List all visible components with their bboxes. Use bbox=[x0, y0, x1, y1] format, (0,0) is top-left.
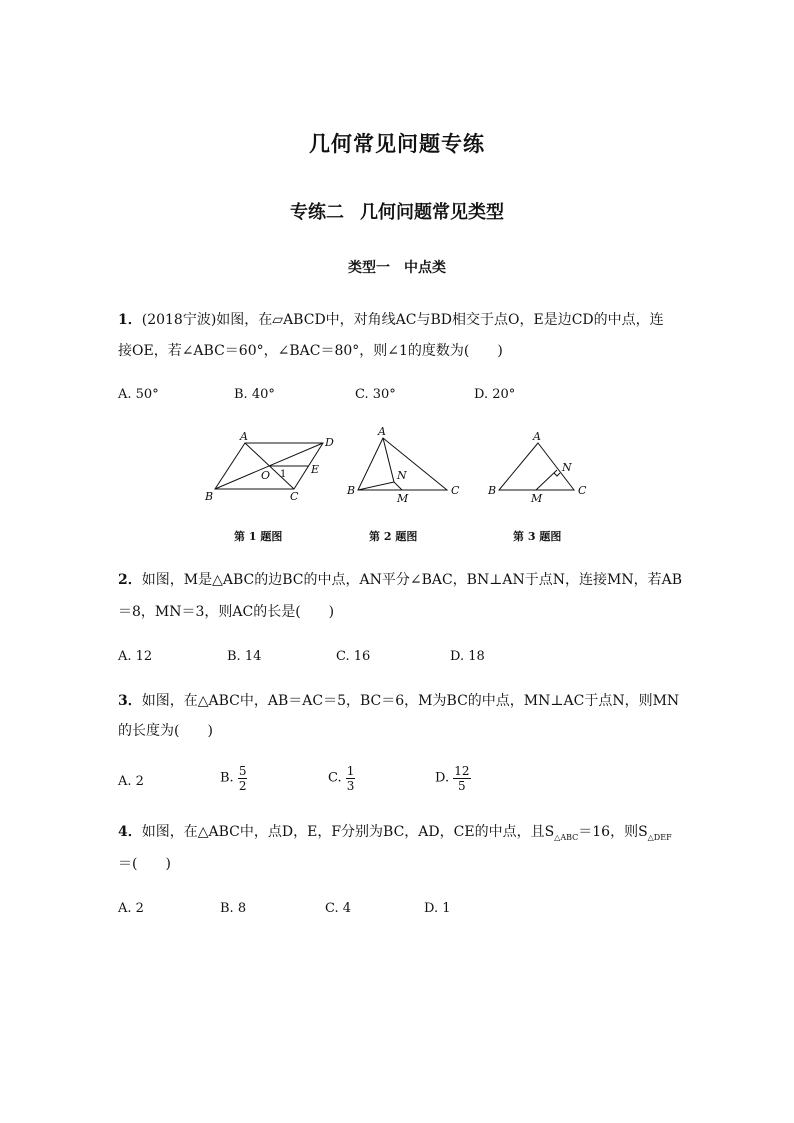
fig1-label-b: B bbox=[205, 490, 214, 503]
q2-option-c: C. 16 bbox=[336, 649, 371, 664]
section-part-b: 中点类 bbox=[404, 260, 446, 276]
fig1-label-a: A bbox=[240, 430, 248, 443]
figure-3-caption: 第 3 题图 bbox=[513, 530, 562, 543]
q3-option-b-numerator: 5 bbox=[238, 764, 247, 778]
q3-option-b-label: B. bbox=[220, 770, 234, 786]
q2-option-b: B. 14 bbox=[227, 649, 262, 664]
q2-number: 2． bbox=[118, 572, 142, 588]
fig1-label-d: D bbox=[325, 436, 334, 449]
q2-option-a: A. 12 bbox=[118, 649, 153, 664]
page-title: 几何常见问题专练 bbox=[309, 131, 485, 156]
q2-option-d: D. 18 bbox=[450, 649, 485, 664]
fig2-label-n: N bbox=[397, 469, 407, 482]
q3-option-b bbox=[220, 764, 247, 793]
q4-option-b: B. 8 bbox=[220, 901, 247, 916]
fig3-label-b: B bbox=[488, 484, 497, 497]
q1-text-1: (2018宁波)如图，在▱ABCD中，对角线AC与BD相交于点O，E是边CD的中点，连 bbox=[141, 312, 664, 328]
section-heading bbox=[0, 257, 794, 277]
q4-subscript-def: △DEF bbox=[647, 832, 672, 842]
figure-1-caption: 第 1 题图 bbox=[234, 530, 283, 543]
q3-option-b-fraction bbox=[238, 764, 248, 793]
q2-line-2: ＝8，MN＝3，则AC的长是( ) bbox=[118, 604, 335, 620]
fig2-label-b: B bbox=[347, 484, 356, 497]
q3-option-d-fraction bbox=[453, 764, 470, 793]
section-part-a: 类型一 bbox=[348, 260, 390, 276]
subtitle-part-a: 专练二 bbox=[290, 202, 344, 223]
q1-line-1 bbox=[118, 311, 688, 329]
q3-option-d bbox=[435, 764, 471, 793]
q4-number: 4． bbox=[118, 824, 142, 840]
figures-svg bbox=[0, 420, 794, 520]
q3-option-c-denominator: 3 bbox=[346, 779, 355, 793]
subtitle-part-b: 几何问题常见类型 bbox=[360, 202, 504, 223]
fig3-label-a: A bbox=[533, 430, 541, 443]
q3-option-b-denominator: 2 bbox=[238, 779, 247, 793]
fig3-label-n: N bbox=[562, 461, 572, 474]
q1-option-d: D. 20° bbox=[474, 387, 516, 402]
segment-mn-3 bbox=[536, 470, 557, 490]
q3-option-c-numerator: 1 bbox=[346, 764, 355, 778]
q3-option-c-fraction bbox=[346, 764, 356, 793]
segment-mn-2 bbox=[394, 482, 402, 490]
segment-bn bbox=[358, 482, 394, 490]
q1-option-b: B. 40° bbox=[234, 387, 275, 402]
triangle-abc-2 bbox=[358, 438, 447, 490]
q3-line-2: 的长度为( ) bbox=[118, 723, 213, 739]
figure-2-caption: 第 2 题图 bbox=[369, 530, 418, 543]
q2-line-1 bbox=[118, 571, 688, 589]
q1-number: 1． bbox=[118, 312, 142, 328]
q4-subscript-abc: △ABC bbox=[554, 832, 579, 842]
q3-option-d-numerator: 12 bbox=[454, 764, 470, 778]
q4-text-1b: ＝16，则S bbox=[578, 824, 648, 840]
q3-number: 3． bbox=[118, 693, 142, 709]
q4-option-d: D. 1 bbox=[424, 901, 451, 916]
q3-option-a: A. 2 bbox=[118, 774, 144, 789]
right-angle-mark bbox=[554, 473, 560, 476]
fig2-label-c: C bbox=[451, 484, 460, 497]
figure-2 bbox=[358, 438, 447, 490]
q4-line-2: ＝( ) bbox=[118, 856, 171, 872]
figure-1 bbox=[215, 443, 323, 489]
q3-option-d-denominator: 5 bbox=[458, 779, 466, 793]
fig3-label-m: M bbox=[531, 492, 543, 505]
q4-option-c: C. 4 bbox=[325, 901, 352, 916]
fig1-label-o: O bbox=[261, 469, 271, 482]
fig3-label-c: C bbox=[578, 484, 587, 497]
fig2-label-a: A bbox=[378, 425, 386, 438]
fig1-angle-label: 1 bbox=[280, 469, 287, 480]
q4-text-1a: 如图，在△ABC中，点D，E，F分别为BC，AD，CE的中点，且S bbox=[141, 824, 555, 840]
q1-line-2: 接OE，若∠ABC＝60°，∠BAC＝80°，则∠1的度数为( ) bbox=[118, 343, 503, 359]
q3-option-c-label: C. bbox=[328, 770, 342, 786]
q3-line-1 bbox=[118, 692, 688, 710]
q3-text-1: 如图，在△ABC中，AB＝AC＝5，BC＝6，M为BC的中点，MN⊥AC于点N，则MN bbox=[141, 693, 680, 709]
q1-option-c: C. 30° bbox=[355, 387, 396, 402]
subtitle bbox=[0, 198, 794, 224]
fig2-label-m: M bbox=[397, 492, 409, 505]
q4-line-1 bbox=[118, 823, 688, 847]
q2-text-1: 如图，M是△ABC的边BC的中点，AN平分∠BAC，BN⊥AN于点N，连接MN，若AB bbox=[141, 572, 682, 588]
q4-option-a: A. 2 bbox=[118, 901, 144, 916]
fig1-label-e: E bbox=[311, 463, 320, 476]
q3-option-c bbox=[328, 764, 355, 793]
q3-option-d-label: D. bbox=[435, 770, 450, 786]
q1-option-a: A. 50° bbox=[118, 387, 159, 402]
bisector-an bbox=[383, 438, 394, 482]
fig1-label-c: C bbox=[290, 490, 299, 503]
